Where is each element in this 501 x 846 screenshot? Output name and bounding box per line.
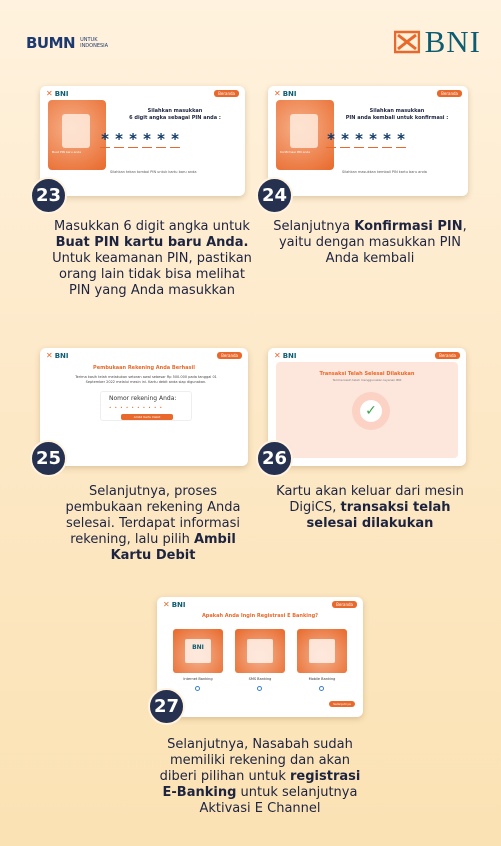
pin-digit: * [397,130,405,148]
pin-input[interactable] [100,132,180,148]
step-badge-25: 25 [30,440,67,477]
screen-transaction-done [268,348,466,466]
home-button[interactable]: Beranda [435,352,460,359]
pin-digit: * [157,130,165,148]
done-panel [276,362,458,458]
option-tag: BNI [192,644,204,651]
mobile-banking-option[interactable] [297,629,347,673]
step-badge-27: 27 [148,688,185,725]
internet-banking-option[interactable] [173,629,223,673]
check-icon: ✓ [360,400,382,422]
pin-digit: * [115,130,123,148]
step-caption-26: Kartu akan keluar dari mesin DigiCS, transaksi telah selesai dilakukan [276,484,464,531]
screen-logo: ✕ BNI [46,351,69,360]
home-button[interactable]: Beranda [332,601,357,608]
bni-logo-text: BNI [424,24,481,59]
pin-hint: Silahkan tekan tombol PIN untuk kartu baru anda [110,170,197,174]
account-number-label: Nomor rekening Anda: [109,395,177,402]
bni-mark-icon: ✕ [46,89,53,98]
bumn-logo-text: BUMN [26,34,76,52]
account-info: Terima kasih telah melakukan setoran awal sebesar Rp 500.000 pada tanggal 01 September 2022 melalui mesin ini. Kartu debit anda siap digunakan. [75,375,217,384]
screen-ebanking-register [157,597,363,717]
screen-account-opened [40,348,248,466]
sms-banking-option[interactable] [235,629,285,673]
screen-logo: ✕ BNI [46,89,69,98]
sms-banking-radio[interactable] [257,686,262,691]
step-caption-27: Selanjutnya, Nasabah sudah memiliki rekening dan akan diberi pilihan untuk registrasi E-Banking untuk selanjutnya Aktivasi E Channel [159,737,361,816]
step-caption-24: Selanjutnya Konfirmasi PIN, yaitu dengan masukkan PIN Anda kembali [273,219,467,266]
pin-digit: * [369,130,377,148]
pin-prompt: Silahkan masukkan PIN anda kembali untuk konfirmasi : [345,108,449,121]
bni-mark-icon: ✕ [163,600,170,609]
option-label: SMS Banking [248,677,272,681]
mobile-phone-icon [309,639,335,663]
bni-mark-icon: ✕ [274,351,281,360]
ebanking-question: Apakah Anda Ingin Registrasi E Banking? [201,613,319,619]
laptop-icon [185,639,211,663]
internet-banking-radio[interactable] [195,686,200,691]
step-caption-23: Masukkan 6 digit angka untuk Buat PIN kartu baru Anda. Untuk keamanan PIN, pastikan orang lain tidak bisa melihat PIN yang Anda masukkan [52,219,252,298]
done-title: Transaksi Telah Selesai Dilakukan [319,371,415,377]
screen-logo: ✕ BNI [163,600,186,609]
bumn-logo [26,34,108,52]
screen-create-pin [40,86,245,196]
step-badge-23: 23 [30,177,67,214]
success-badge [352,392,390,430]
bumn-logo-subtext: UNTUK INDONESIA [80,37,109,49]
bni-mark-icon: ✕ [274,89,281,98]
step-caption-25: Selanjutnya, proses pembukaan rekening Anda selesai. Terdapat informasi rekening, lalu pilih Ambil Kartu Debit [65,484,241,563]
pin-digit: * [129,130,137,148]
pin-hint: Silahkan masukkan kembali PIN kartu baru anda [342,170,427,174]
mobile-banking-radio[interactable] [319,686,324,691]
screen-logo: ✕ BNI [274,89,297,98]
option-label: Mobile Banking [308,677,336,681]
screen-logo: ✕ BNI [274,351,297,360]
pin-digit: * [327,130,335,148]
step-badge-24: 24 [256,177,293,214]
option-label: Internet Banking [183,677,213,681]
bni-logo [394,26,481,57]
next-button[interactable]: Selanjutnya [329,701,355,707]
hand-pin-illustration-icon [48,100,106,170]
pin-digit: * [383,130,391,148]
account-number-box [100,391,192,421]
home-button[interactable]: Beranda [437,90,462,97]
account-number-value: • • • • • • • • • • [109,405,164,410]
step-badge-26: 26 [256,440,293,477]
pin-digit: * [101,130,109,148]
home-button[interactable]: Beranda [217,352,242,359]
side-caption: Buat PIN baru anda [52,150,82,154]
bni-mark-icon: ✕ [46,351,53,360]
pin-digit: * [171,130,179,148]
bni-logo-icon [394,29,420,55]
pin-prompt: Silahkan masukkan 6 digit angka sebagai PIN anda : [129,108,221,121]
screen-confirm-pin [268,86,468,196]
pin-digit: * [341,130,349,148]
done-subtitle: Terima kasih telah menggunakan layanan BNI [332,378,402,382]
phone-sms-icon [247,639,273,663]
pin-input[interactable] [326,132,406,148]
pin-digit: * [355,130,363,148]
side-caption: Konfirmasi PIN anda [280,150,311,154]
take-debit-card-button[interactable]: Ambil Kartu Debit [121,414,173,420]
pin-digit: * [143,130,151,148]
home-button[interactable]: Beranda [214,90,239,97]
success-title: Pembukaan Rekening Anda Berhasil [93,365,195,371]
